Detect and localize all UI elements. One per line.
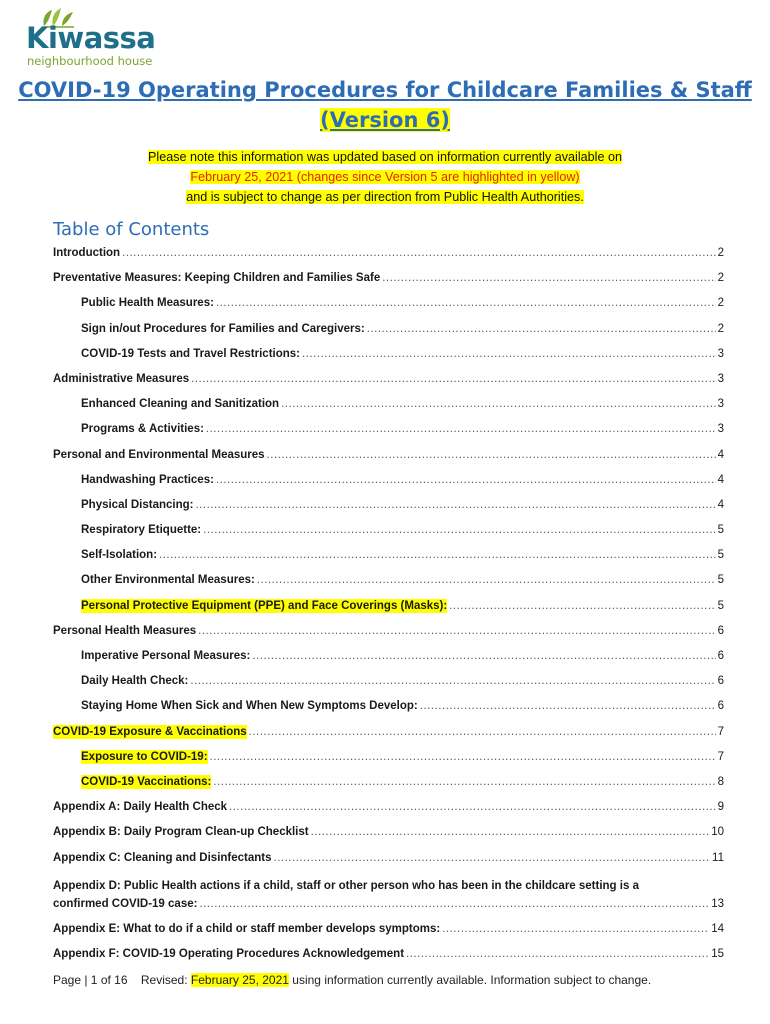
toc-leader xyxy=(311,825,710,839)
toc-page: 4 xyxy=(717,498,724,511)
kiwassa-logo xyxy=(26,8,156,70)
toc-label: Appendix C: Cleaning and Disinfectants xyxy=(53,851,272,864)
toc-page: 8 xyxy=(717,775,724,788)
toc-leader xyxy=(252,649,715,663)
toc-label: Appendix E: What to do if a child or staff member develops symptoms: xyxy=(53,922,441,935)
toc-label: COVID-19 Vaccinations: xyxy=(81,775,212,788)
toc-label: Personal Health Measures xyxy=(53,624,197,637)
toc-page: 5 xyxy=(717,524,724,537)
toc-entry-introduction[interactable] xyxy=(53,246,724,271)
table-of-contents xyxy=(53,246,724,972)
toc-label: Respiratory Etiquette: xyxy=(81,524,202,537)
toc-entry-appendix-a[interactable] xyxy=(53,800,724,825)
toc-label: Introduction xyxy=(53,247,121,259)
toc-page: 2 xyxy=(717,297,724,310)
toc-page: 3 xyxy=(717,347,724,360)
toc-page: 5 xyxy=(717,599,724,612)
toc-entry-imperative-personal[interactable] xyxy=(53,649,724,674)
toc-page: 4 xyxy=(717,473,724,486)
toc-page: 6 xyxy=(717,700,724,713)
toc-entry-exposure[interactable] xyxy=(53,750,724,775)
notice-line-3: and is subject to change as per direction from Public Health Authorities. xyxy=(186,190,584,204)
toc-label: Handwashing Practices: xyxy=(81,473,214,486)
notice-line-2: February 25, 2021 (changes since Version 5 are highlighted in yellow) xyxy=(190,170,580,184)
toc-leader xyxy=(190,674,715,688)
toc-page: 7 xyxy=(717,725,724,738)
toc-entry-public-health-measures[interactable] xyxy=(53,296,724,321)
logo-name: Kiwassa xyxy=(26,21,156,55)
toc-page: 9 xyxy=(717,801,724,814)
toc-label: Enhanced Cleaning and Sanitization xyxy=(81,398,280,411)
toc-page: 5 xyxy=(717,549,724,562)
toc-page: 13 xyxy=(711,897,724,910)
toc-entry-appendix-c[interactable] xyxy=(53,851,724,876)
toc-label: Other Environmental Measures: xyxy=(81,574,255,587)
toc-label: Staying Home When Sick and When New Symptoms Develop: xyxy=(81,700,418,713)
title-version: (Version 6) xyxy=(320,108,450,132)
toc-leader xyxy=(274,851,711,865)
toc-label: Appendix B: Daily Program Clean-up Checklist xyxy=(53,826,309,839)
toc-entry-physical-distancing[interactable] xyxy=(53,498,724,523)
toc-leader xyxy=(229,800,716,814)
toc-leader xyxy=(210,750,716,764)
toc-leader xyxy=(216,473,716,487)
document-title xyxy=(0,75,770,135)
toc-entry-administrative-measures[interactable] xyxy=(53,372,724,397)
toc-leader xyxy=(195,498,715,512)
toc-page: 6 xyxy=(717,650,724,662)
toc-leader xyxy=(199,896,709,912)
toc-page: 6 xyxy=(717,624,724,637)
toc-leader xyxy=(267,448,716,462)
toc-entry-vaccinations[interactable] xyxy=(53,775,724,800)
toc-entry-appendix-f[interactable] xyxy=(53,947,724,972)
toc-leader xyxy=(191,372,715,386)
toc-label-line-1: Appendix D: Public Health actions if a child, staff or other person who has been in the childcare setting is a xyxy=(53,879,639,892)
toc-leader xyxy=(302,347,716,361)
toc-leader xyxy=(122,246,716,260)
notice-line-1: Please note this information was updated based on information currently available on xyxy=(148,150,622,164)
toc-page: 2 xyxy=(717,322,724,335)
toc-leader xyxy=(281,397,716,411)
toc-leader xyxy=(213,775,715,789)
toc-entry-handwashing[interactable] xyxy=(53,473,724,498)
toc-label: Sign in/out Procedures for Families and Caregivers: xyxy=(81,322,365,335)
toc-entry-respiratory-etiquette[interactable] xyxy=(53,523,724,548)
toc-leader xyxy=(249,725,716,739)
toc-label: Physical Distancing: xyxy=(81,498,194,511)
toc-page: 15 xyxy=(711,947,724,960)
toc-entry-personal-health[interactable] xyxy=(53,624,724,649)
toc-page: 3 xyxy=(717,423,724,436)
toc-label: Appendix A: Daily Health Check xyxy=(53,801,228,814)
toc-entry-appendix-e[interactable] xyxy=(53,922,724,947)
revised-date: February 25, 2021 xyxy=(190,973,289,987)
toc-entry-personal-environmental[interactable] xyxy=(53,448,724,473)
toc-label: Imperative Personal Measures: xyxy=(81,650,251,662)
toc-page: 14 xyxy=(711,922,724,935)
toc-page: 3 xyxy=(717,372,724,385)
toc-leader xyxy=(382,271,715,285)
toc-label: COVID-19 Exposure & Vaccinations xyxy=(53,725,247,738)
revised-label: Revised: xyxy=(140,973,188,987)
toc-entry-programs-activities[interactable] xyxy=(53,422,724,447)
toc-leader xyxy=(198,624,715,638)
toc-label: Programs & Activities: xyxy=(81,423,204,436)
toc-leader xyxy=(442,922,709,936)
logo-subtitle: neighbourhood house xyxy=(27,54,153,68)
toc-leader xyxy=(406,947,709,961)
toc-label: Personal Protective Equipment (PPE) and Face Coverings (Masks): xyxy=(81,599,448,612)
toc-page: 7 xyxy=(717,750,724,763)
toc-leader xyxy=(420,699,716,713)
toc-label-line-2: confirmed COVID-19 case: xyxy=(53,897,198,910)
toc-label: Daily Health Check: xyxy=(81,675,189,688)
toc-label: Personal and Environmental Measures xyxy=(53,448,265,461)
toc-entry-appendix-b[interactable] xyxy=(53,825,724,850)
toc-label: Preventative Measures: Keeping Children and Families Safe xyxy=(53,272,381,285)
toc-label: Public Health Measures: xyxy=(81,297,214,310)
toc-leader xyxy=(449,599,715,613)
page-footer xyxy=(53,973,651,987)
toc-label: Administrative Measures xyxy=(53,372,190,385)
toc-label: Appendix F: COVID-19 Operating Procedures Acknowledgement xyxy=(53,947,405,960)
toc-leader xyxy=(367,322,716,336)
toc-entry-self-isolation[interactable] xyxy=(53,548,724,573)
toc-page: 2 xyxy=(717,247,724,259)
toc-entry-enhanced-cleaning[interactable] xyxy=(53,397,724,422)
toc-entry-exposure-vaccinations[interactable] xyxy=(53,725,724,750)
toc-entry-ppe-masks[interactable] xyxy=(53,599,724,624)
toc-leader xyxy=(203,523,715,537)
toc-leader xyxy=(257,573,716,587)
toc-entry-other-environmental[interactable] xyxy=(53,573,724,598)
toc-entry-daily-health-check[interactable] xyxy=(53,674,724,699)
toc-entry-tests-travel[interactable] xyxy=(53,347,724,372)
toc-leader xyxy=(159,548,716,562)
toc-label: Self-Isolation: xyxy=(81,549,158,562)
toc-page: 6 xyxy=(717,675,724,688)
toc-page: 4 xyxy=(717,448,724,461)
toc-page: 2 xyxy=(717,272,724,285)
toc-entry-preventative-measures[interactable] xyxy=(53,271,724,296)
toc-label: COVID-19 Tests and Travel Restrictions: xyxy=(81,347,300,360)
title-line-1: COVID-19 Operating Procedures for Childcare Families & Staff xyxy=(18,78,752,102)
toc-page: 11 xyxy=(712,851,724,864)
page-number: Page | 1 of 16 xyxy=(53,973,128,987)
toc-leader xyxy=(216,296,716,310)
toc-entry-sign-in-out[interactable] xyxy=(53,322,724,347)
toc-heading: Table of Contents xyxy=(53,219,210,240)
footer-note: using information currently available. Information subject to change. xyxy=(292,973,652,987)
toc-page: 5 xyxy=(717,574,724,587)
toc-page: 10 xyxy=(711,826,724,839)
update-notice xyxy=(0,147,770,207)
toc-entry-staying-home[interactable] xyxy=(53,699,724,724)
toc-page: 3 xyxy=(717,398,724,411)
toc-leader xyxy=(206,422,716,436)
toc-entry-appendix-d[interactable] xyxy=(53,876,724,922)
toc-label: Exposure to COVID-19: xyxy=(81,750,208,763)
